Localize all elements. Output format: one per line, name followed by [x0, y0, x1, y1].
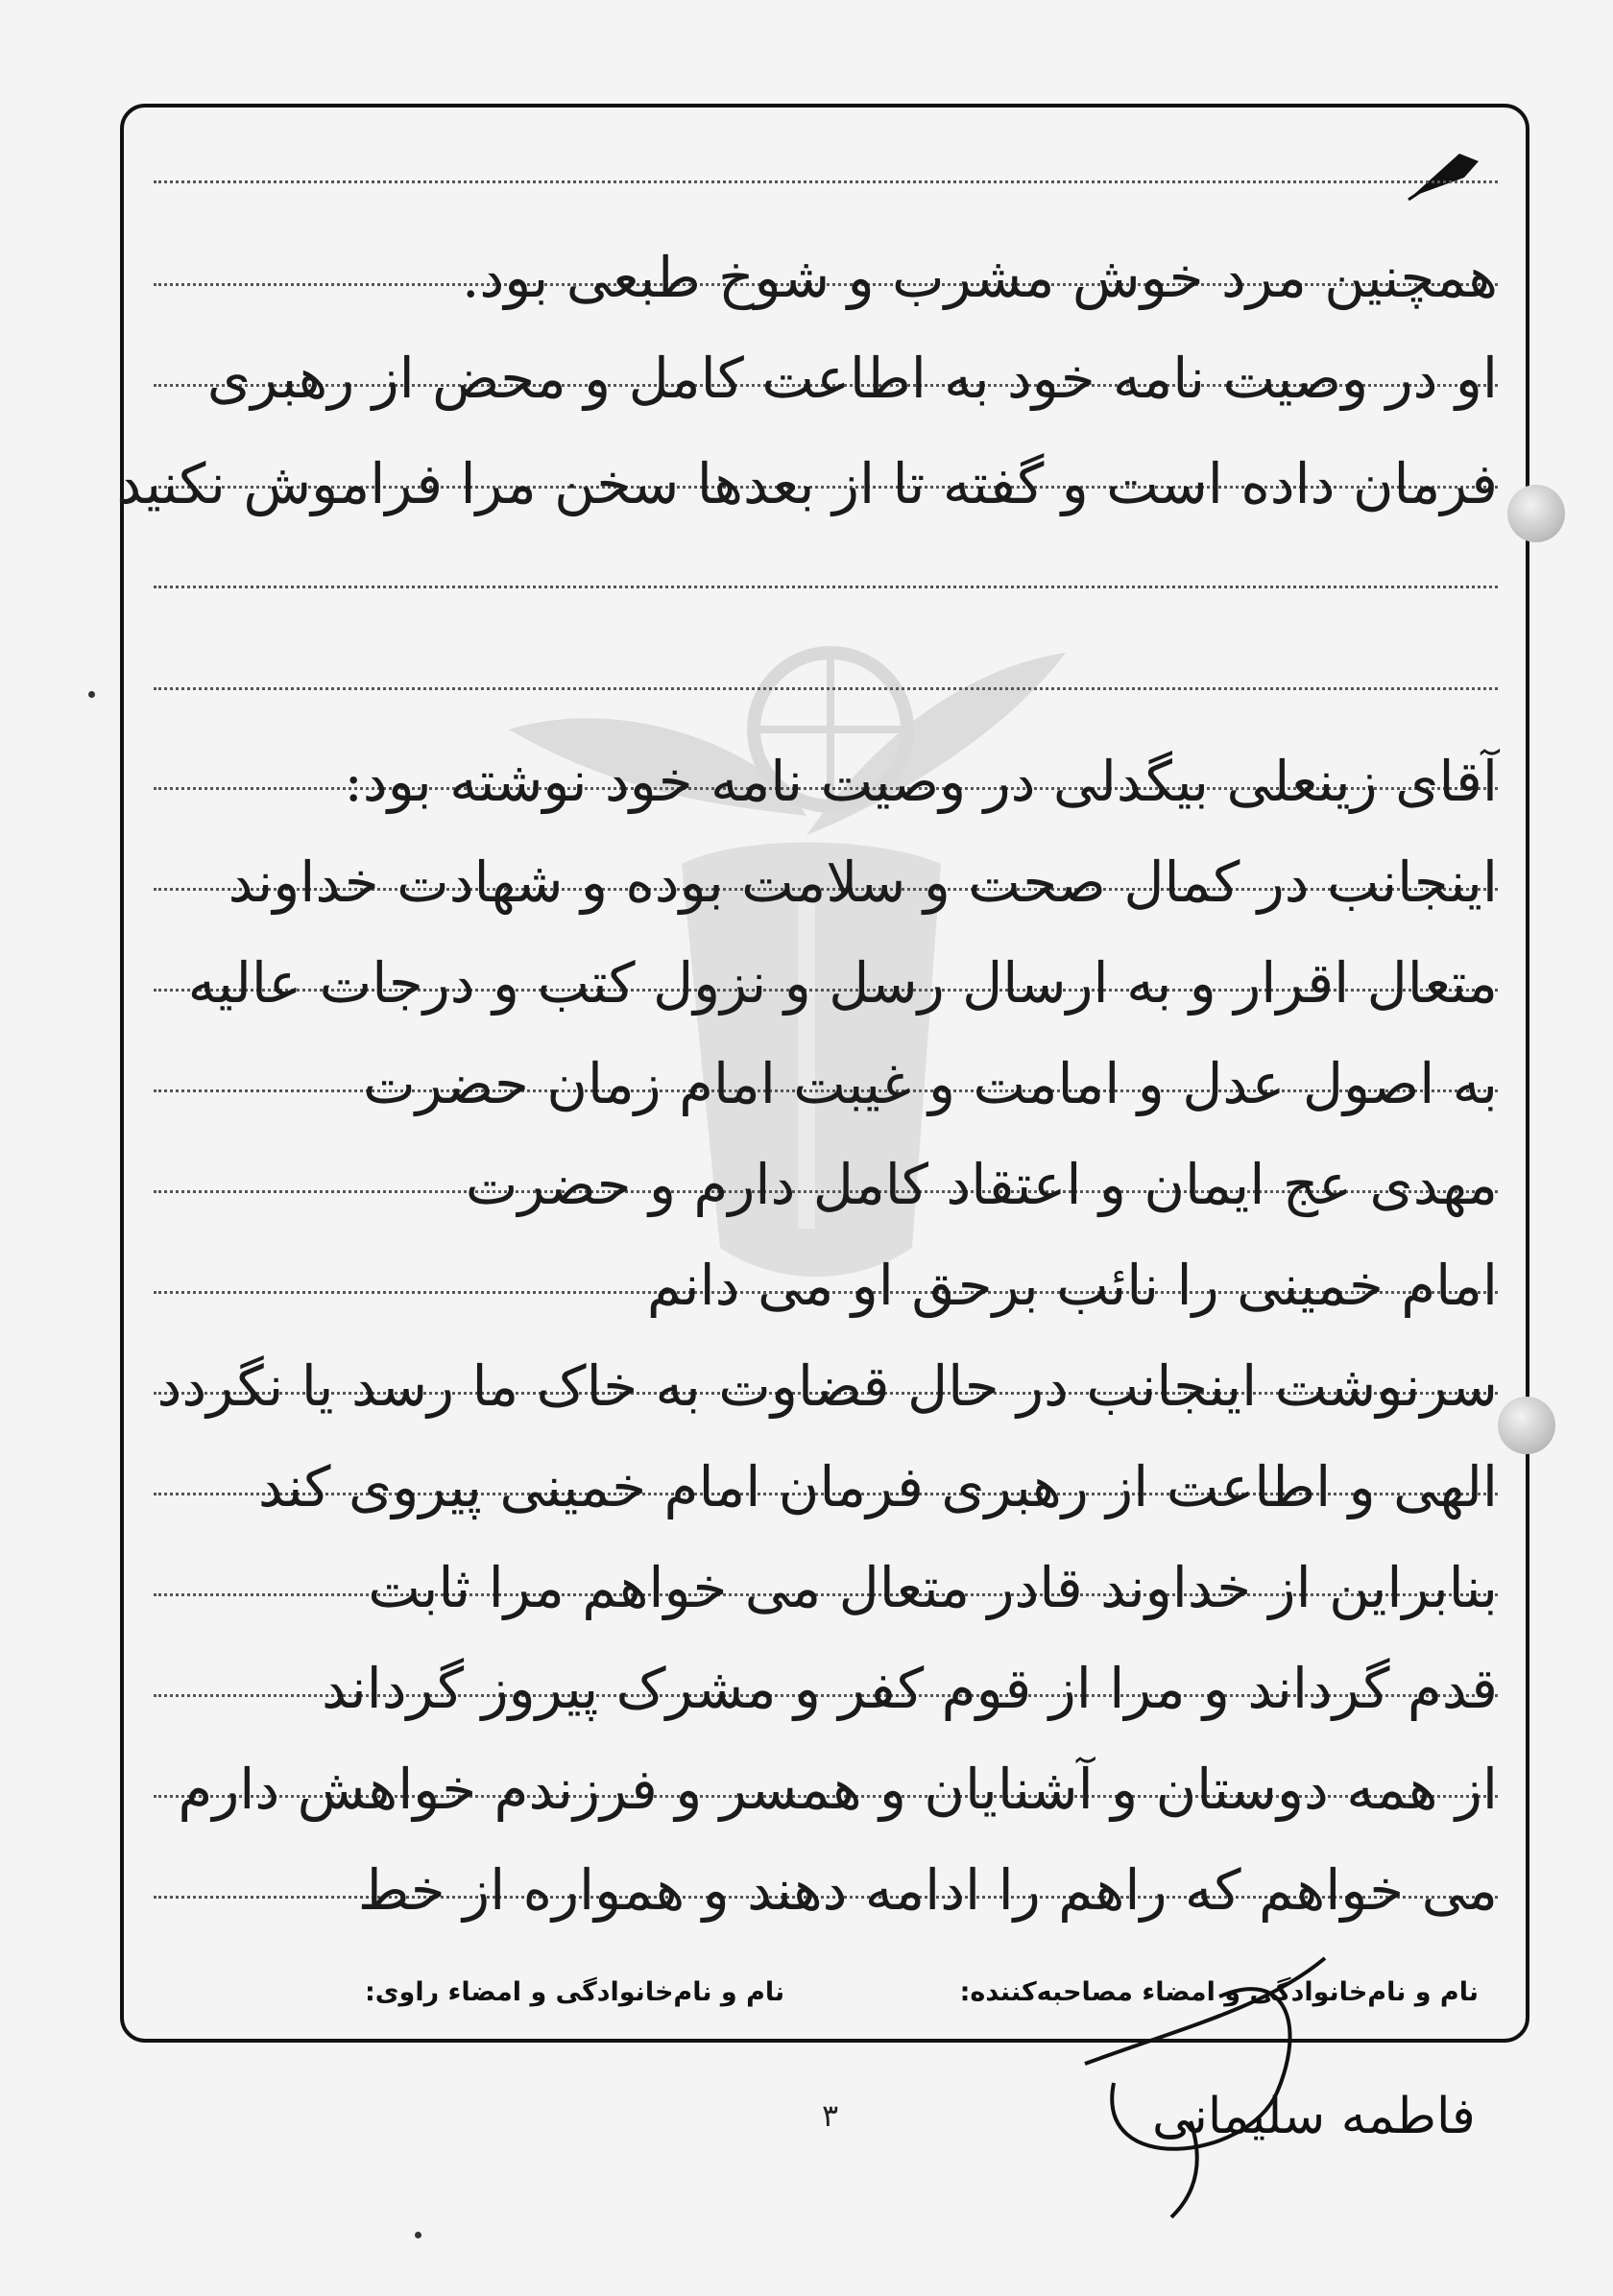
ruled-line	[154, 180, 1498, 183]
handwritten-line: اینجانب در کمال صحت و سلامت بوده و شهادت خداوند	[228, 849, 1498, 915]
pen-icon	[1407, 144, 1483, 202]
interviewer-signature-label: نام و نام‌خانوادگی و امضاء مصاحبه‌کننده:	[959, 1977, 1479, 2007]
ruled-line	[154, 586, 1498, 588]
punch-hole	[1498, 1397, 1555, 1454]
handwritten-line: الهی و اطاعت از رهبری فرمان امام خمینی پیروی کند	[257, 1454, 1498, 1519]
ruled-line	[154, 687, 1498, 690]
handwritten-line: قدم گرداند و مرا از قوم کفر و مشرک پیروز گرداند	[322, 1656, 1498, 1721]
punch-hole	[1507, 485, 1565, 542]
handwritten-line: بنابراین از خداوند قادر متعال می خواهم مرا ثابت	[368, 1555, 1498, 1620]
handwritten-line: آقای زینعلی بیگدلی در وصیت نامه خود نوشته بود:	[344, 749, 1498, 814]
handwritten-line: او در وصیت نامه خود به اطاعت کامل و محض از رهبری	[206, 346, 1498, 411]
handwritten-line: مهدی عج ایمان و اعتقاد کامل دارم و حضرت	[465, 1152, 1498, 1217]
paper-speck	[415, 2232, 421, 2238]
signature-name: فاطمه سلیمانی	[1152, 2088, 1476, 2145]
handwritten-line: می خواهم که راهم را ادامه دهند و همواره از خط	[357, 1857, 1498, 1923]
handwritten-line: امام خمینی را نائب برحق او می دانم	[646, 1253, 1498, 1318]
handwritten-line: سرنوشت اینجانب در حال قضاوت به خاک ما رسد یا نگردد	[156, 1353, 1498, 1419]
handwritten-line: همچنین مرد خوش مشرب و شوخ طبعی بود.	[461, 245, 1498, 310]
handwritten-line: فرمان داده است و گفته تا از بعدها سخن مرا فراموش نکنید	[116, 451, 1498, 516]
page-number: ۳	[822, 2097, 839, 2134]
handwritten-line: از همه دوستان و آشنایان و همسر و فرزندم خواهش دارم	[178, 1757, 1498, 1822]
paper-speck	[88, 691, 95, 698]
narrator-signature-label: نام و نام‌خانوادگی و امضاء راوی:	[365, 1977, 785, 2007]
handwritten-line: متعال اقرار و به ارسال رسل و نزول کتب و درجات عالیه	[187, 950, 1498, 1016]
handwritten-line: به اصول عدل و امامت و غیبت امام زمان حضرت	[363, 1051, 1498, 1116]
signature-scribble	[1075, 1929, 1479, 2227]
